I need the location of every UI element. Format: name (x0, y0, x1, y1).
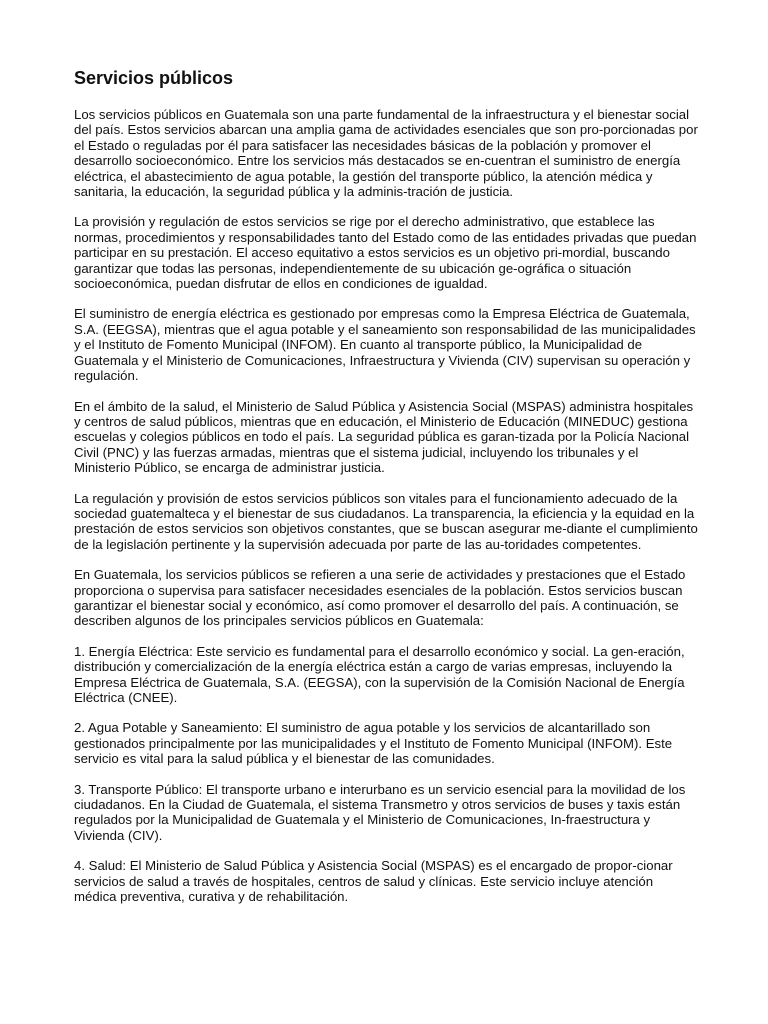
list-item-energy: 1. Energía Eléctrica: Este servicio es fundamental para el desarrollo económico y social. La gen-eración, distribución y comercialización de la energía eléctrica están a cargo de varias empresas, incluyendo la Empresa Eléctrica de Guatemala, S.A. (EEGSA), con la supervisión de la Comisión Nacional de Energía Eléctrica (CNEE). (74, 643, 685, 705)
paragraph-health-education: En el ámbito de la salud, el Ministerio de Salud Pública y Asistencia Social (MSPAS) administra hospitales y centros de salud públicos, mientras que en educación, el Ministerio de Educación (MINEDUC) gestiona escuelas y colegios públicos en todo el país. La seguridad pública es garan-tizada por la Policía Nacional Civil (PNC) y las fuerzas armadas, mientras que el sistema judicial, incluyendo los tribunales y el Ministerio Público, se encarga de administrar justicia. (74, 398, 694, 476)
paragraph-intro: Los servicios públicos en Guatemala son una parte fundamental de la infraestructura y el bienestar social del país. Estos servicios abarcan una amplia gama de actividades esenciales que son pro-porcionadas por el Estado o reguladas por él para satisfacer las necesidades básicas de la población y promover el desarrollo socioeconómico. Entre los servicios más destacados se en-cuentran el suministro de energía eléctrica, el abastecimiento de agua potable, la gestión del transporte público, la atención médica y sanitaria, la educación, la seguridad pública y la adminis-tración de justicia. (74, 107, 698, 200)
list-item-transport: 3. Transporte Público: El transporte urbano e interurbano es un servicio esencial para la movilidad de los ciudadanos. En la Ciudad de Guatemala, el sistema Transmetro y otros servicios de buses y taxis están regulados por la Municipalidad de Guatemala y el Ministerio de Comunicaciones, In-fraestructura y Vivienda (CIV). (74, 781, 686, 843)
document-title: Servicios públicos (74, 68, 234, 88)
document-page (74, 66, 698, 919)
list-item-health: 4. Salud: El Ministerio de Salud Pública y Asistencia Social (MSPAS) es el encargado de propor-cionar servicios de salud a través de hospitales, centros de salud y clínicas. Este servicio incluye atención médica preventiva, curativa y de rehabilitación. (74, 858, 673, 905)
paragraph-regulation: La provisión y regulación de estos servicios se rige por el derecho administrativo, que establece las normas, procedimientos y responsabilidades tanto del Estado como de las entidades privadas que puedan participar en su prestación. El acceso equitativo a estos servicios es un objetivo pri-mordial, buscando garantizar que todas las personas, independientemente de su ubicación ge-ográfica o situación socioeconómica, puedan disfrutar de ellos en condiciones de igualdad. (74, 214, 697, 292)
paragraph-importance: La regulación y provisión de estos servicios públicos son vitales para el funcionamiento adecuado de la sociedad guatemalteca y el bienestar de sus ciudadanos. La transparencia, la eficiencia y la equidad en la prestación de estos servicios son objetivos constantes, que se buscan asegurar me-diante el cumplimiento de la legislación pertinente y la supervisión adecuada por parte de las au-toridades competentes. (74, 490, 698, 552)
paragraph-energy-water: El suministro de energía eléctrica es gestionado por empresas como la Empresa Eléctrica de Guatemala, S.A. (EEGSA), mientras que el agua potable y el saneamiento son responsabilidad de las municipalidades y el Instituto de Fomento Municipal (INFOM). En cuanto al transporte público, la Municipalidad de Guatemala y el Ministerio de Comunicaciones, Infraestructura y Vivienda (CIV) supervisan su operación y regulación. (74, 306, 696, 384)
paragraph-overview: En Guatemala, los servicios públicos se refieren a una serie de actividades y prestaciones que el Estado proporciona o supervisa para satisfacer necesidades esenciales de la población. Estos servicios buscan garantizar el bienestar social y económico, así como promover el desarrollo del país. A continuación, se describen algunos de los principales servicios públicos en Guatemala: (74, 567, 686, 629)
list-item-water: 2. Agua Potable y Saneamiento: El suministro de agua potable y los servicios de alcantarillado son gestionados principalmente por las municipalidades y el Instituto de Fomento Municipal (INFOM). Este servicio es vital para la salud pública y el bienestar de las comunidades. (74, 720, 673, 767)
